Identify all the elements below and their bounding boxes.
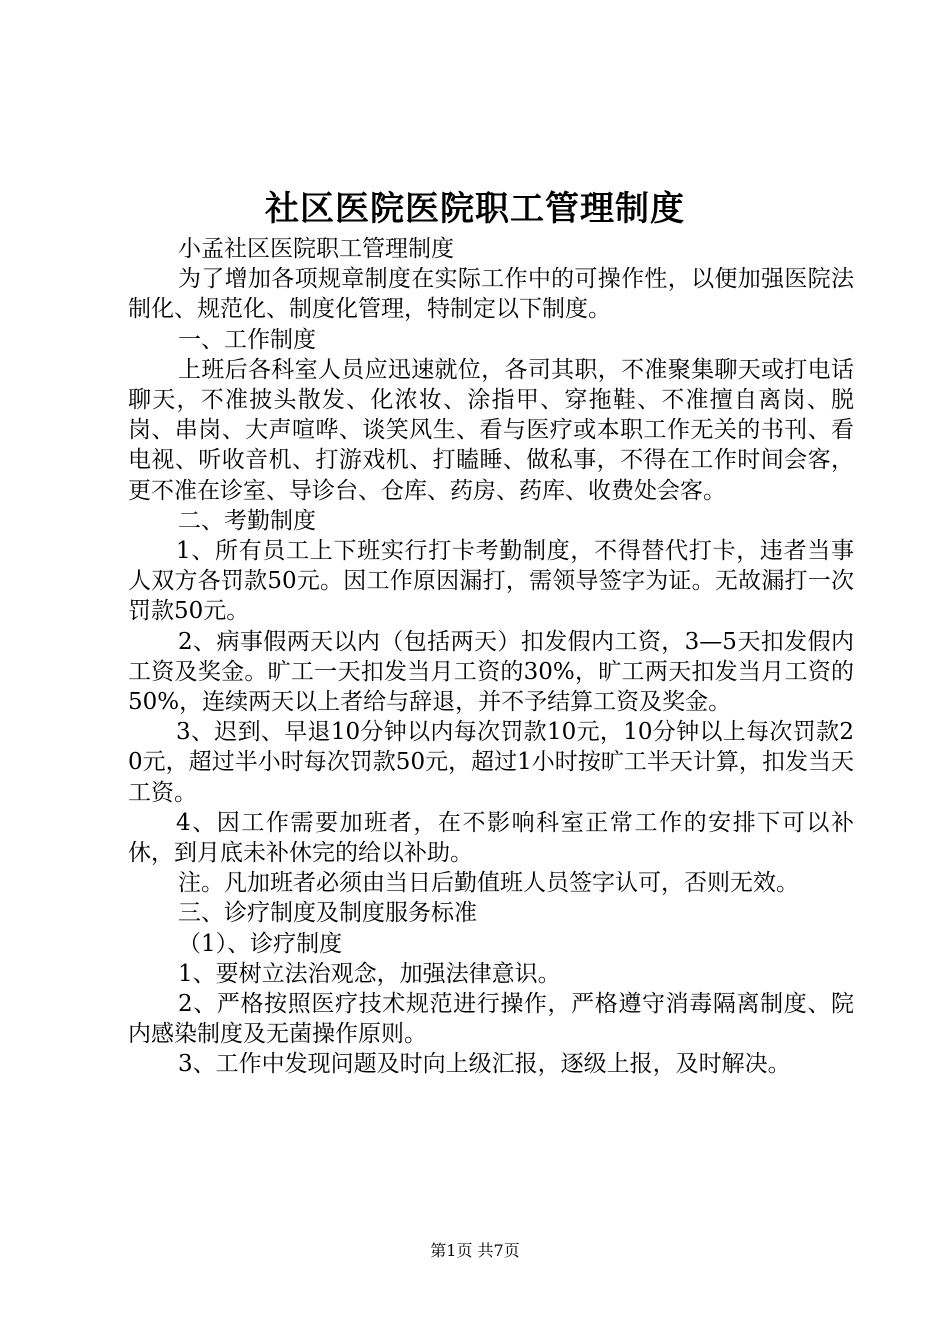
subsection-heading-diagnosis: （1）、诊疗制度 xyxy=(178,930,343,957)
section-heading-diagnosis: 三、诊疗制度及制度服务标准 xyxy=(178,900,477,927)
page-number-footer: 第1页 共7页 xyxy=(430,1241,520,1260)
section-heading-work-rules: 一、工作制度 xyxy=(178,326,316,353)
document-title: 社区医院医院职工管理制度 xyxy=(265,189,685,229)
paragraph-intro: 为了增加各项规章制度在实际工作中的可操作性，以便加强医院法制化、规范化、制度化管理，特制定以下制度。 xyxy=(128,266,854,323)
section-heading-attendance: 二、考勤制度 xyxy=(178,507,316,534)
paragraph-diagnosis-3: 3、工作中发现问题及时向上级汇报，逐级上报，及时解决。 xyxy=(178,1051,791,1078)
paragraph-attendance-3: 3、迟到、早退10分钟以内每次罚款10元，10分钟以上每次罚款20元，超过半小时每次罚款50元，超过1小时按旷工半天计算，扣发当天工资。 xyxy=(128,719,854,806)
paragraph-attendance-4: 4、因工作需要加班者，在不影响科室正常工作的安排下可以补休，到月底未补休完的给以补助。 xyxy=(128,809,854,867)
paragraph-diagnosis-1: 1、要树立法治观念，加强法律意识。 xyxy=(178,960,561,987)
paragraph-attendance-2: 2、病事假两天以内（包括两天）扣发假内工资，3—5天扣发假内工资及奖金。旷工一天扣发当月工资的30%，旷工两天扣发当月工资的50%，连续两天以上者给与辞退，并不予结算工资及奖金。 xyxy=(128,628,854,716)
document-body xyxy=(128,234,854,1080)
paragraph-diagnosis-2: 2、严格按照医疗技术规范进行操作，严格遵守消毒隔离制度、院内感染制度及无菌操作原则。 xyxy=(128,991,854,1048)
paragraph-note: 注。凡加班者必须由当日后勤值班人员签字认可，否则无效。 xyxy=(178,870,799,897)
paragraph-subtitle: 小孟社区医院职工管理制度 xyxy=(178,236,454,262)
paragraph-work-rules: 上班后各科室人员应迅速就位，各司其职，不准聚集聊天或打电话聊天，不准披头散发、化浓妆、涂指甲、穿拖鞋、不准擅自离岗、脱岗、串岗、大声喧哗、谈笑风生、看与医疗或本职工作无关的书刊、看电视、听收音机、打游戏机、打瞌睡、做私事，不得在工作时间会客，更不准在诊室、导诊台、仓库、药房、药库、收费处会客。 xyxy=(128,356,854,504)
paragraph-attendance-1: 1、所有员工上下班实行打卡考勤制度，不得替代打卡，违者当事人双方各罚款50元。因工作原因漏打，需领导签字为证。无故漏打一次罚款50元。 xyxy=(128,538,854,625)
